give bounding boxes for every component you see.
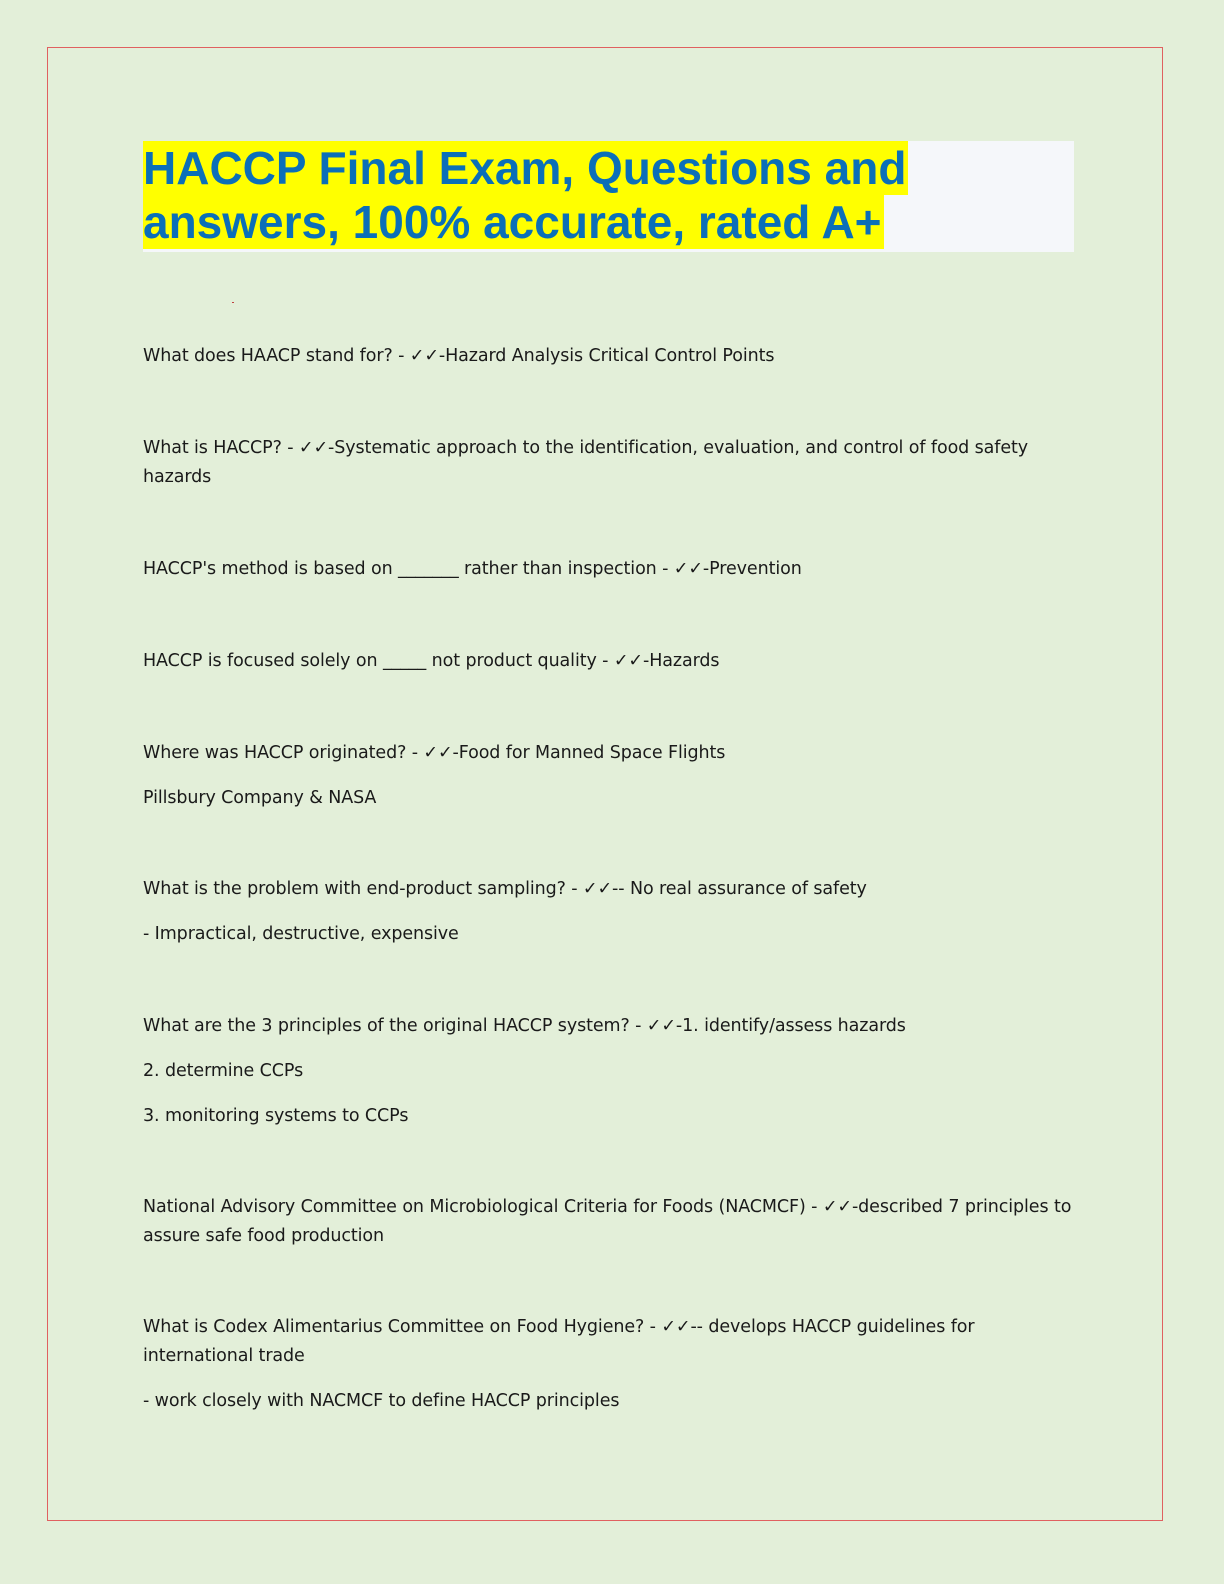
qa-question: What is Codex Alimentarius Committee on Food Hygiene? - ✓✓-- develops HACCP guidelines for international trade xyxy=(143,1317,975,1366)
qa-question: What is HACCP? - ✓✓-Systematic approach to the identification, evaluation, and control of food safety hazards xyxy=(143,438,1029,487)
qa-question: Where was HACCP originated? - ✓✓-Food for Manned Space Flights xyxy=(143,743,726,763)
qa-answer-line: 3. monitoring systems to CCPs xyxy=(143,1106,409,1126)
qa-item xyxy=(143,342,1083,371)
qa-item xyxy=(143,1012,1083,1131)
page-title xyxy=(143,141,1074,249)
qa-question: HACCP is focused solely on _____ not product quality - ✓✓-Hazards xyxy=(143,651,720,671)
stray-mark xyxy=(232,302,234,303)
qa-item xyxy=(143,555,1083,584)
qa-item xyxy=(143,1313,1083,1416)
qa-question: National Advisory Committee on Microbiological Criteria for Foods (NACMCF) - ✓✓-described 7 principles to assure safe food production xyxy=(143,1197,1072,1246)
qa-question: What does HAACP stand for? - ✓✓-Hazard Analysis Critical Control Points xyxy=(143,346,775,366)
title-block xyxy=(143,141,1074,252)
qa-question: What is the problem with end-product sampling? - ✓✓-- No real assurance of safety xyxy=(143,879,867,899)
qa-answer-line: - work closely with NACMCF to define HACCP principles xyxy=(143,1391,620,1411)
title-line-1: HACCP Final Exam, Questions and xyxy=(143,142,907,194)
qa-item xyxy=(143,739,1083,813)
title-line-2: answers, 100% accurate, rated A+ xyxy=(143,196,882,248)
qa-question: HACCP's method is based on _______ rather than inspection - ✓✓-Prevention xyxy=(143,559,802,579)
qa-item xyxy=(143,1193,1083,1251)
qa-answer-line: Pillsbury Company & NASA xyxy=(143,788,377,808)
qa-answer-line: - Impractical, destructive, expensive xyxy=(143,924,459,944)
qa-answer-line: 2. determine CCPs xyxy=(143,1061,304,1081)
qa-item xyxy=(143,647,1083,676)
qa-question: What are the 3 principles of the original HACCP system? - ✓✓-1. identify/assess hazards xyxy=(143,1016,906,1036)
qa-item xyxy=(143,434,1083,492)
qa-item xyxy=(143,875,1083,949)
